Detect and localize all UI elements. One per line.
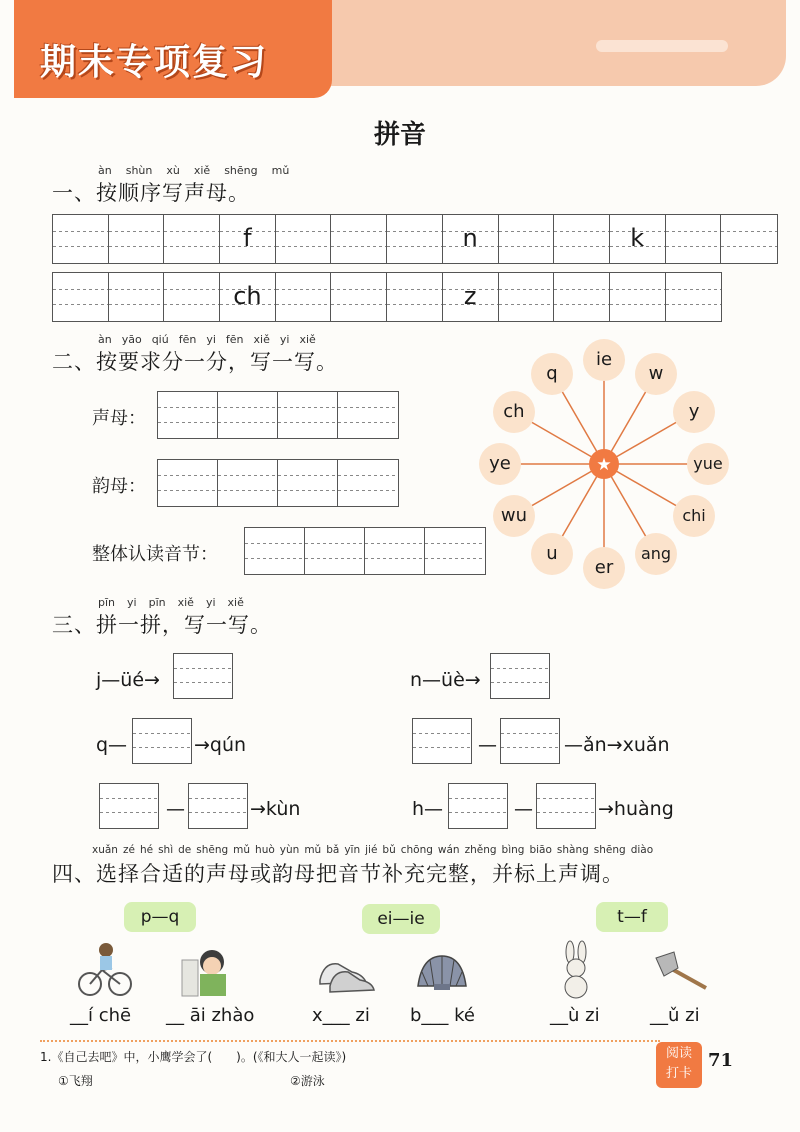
- fill-blank-photo[interactable]: __ āi zhào: [166, 1005, 255, 1026]
- reading-checkin-badge: [656, 1042, 702, 1088]
- footer-option-2[interactable]: ②游泳: [290, 1074, 325, 1088]
- grid-cell[interactable]: [338, 460, 398, 506]
- pinyin-syllable: zhěng: [464, 844, 497, 856]
- pinyin-syllable: shùn: [125, 164, 153, 177]
- pinyin-syllable: yùn: [279, 844, 300, 856]
- shell-picture-icon: [412, 950, 472, 994]
- section3-title: 三、拼一拼，写一写。: [52, 613, 272, 637]
- badge-line-2: 打卡: [665, 1066, 692, 1081]
- pinyin-syllable: hé: [139, 844, 154, 856]
- pinyin-syllable: biāo: [529, 844, 552, 856]
- pinyin-syllable: yāo: [121, 333, 142, 346]
- grid-cell[interactable]: [158, 460, 218, 506]
- wheel-syllable: chi: [673, 495, 715, 537]
- grid-cell[interactable]: [276, 215, 332, 263]
- rabbit-picture-icon: [556, 940, 596, 1000]
- label-yunmu: 韵母：: [92, 476, 146, 497]
- fill-blank-rabbit[interactable]: __ù zi: [550, 1005, 600, 1026]
- pinyin-syllable: de: [178, 844, 192, 856]
- wheel-syllable: wu: [493, 495, 535, 537]
- exercise-dash: —: [514, 798, 533, 820]
- page-number: 71: [708, 1050, 734, 1071]
- axe-picture-icon: [650, 948, 710, 992]
- pinyin-syllable: shēng: [196, 844, 229, 856]
- pinyin-syllable: huò: [255, 844, 275, 856]
- footer-question: 1.《自己去吧》中，小鹰学会了( )。(《和大人一起读》): [40, 1050, 347, 1064]
- shengmu-answer-grid[interactable]: [157, 391, 399, 439]
- grid-cell[interactable]: [610, 215, 666, 263]
- banner-title: 期末专项复习: [40, 42, 269, 83]
- grid-cell[interactable]: [666, 273, 722, 321]
- pinyin-syllable: bìng: [501, 844, 525, 856]
- pinyin-syllable: xiě: [253, 333, 270, 346]
- wheel-syllable: q: [531, 353, 573, 395]
- grid-cell[interactable]: [666, 215, 722, 263]
- yunmu-answer-grid[interactable]: [157, 459, 399, 507]
- pinyin-syllable: yi: [127, 596, 137, 609]
- grid-cell[interactable]: [499, 273, 555, 321]
- exercise-n-ue: n—üè→: [410, 669, 481, 691]
- grid-cell[interactable]: [338, 392, 398, 438]
- grid-cell-letter: n: [462, 223, 478, 252]
- page-title: 拼音: [373, 120, 426, 150]
- wheel-syllable: u: [531, 533, 573, 575]
- pinyin-syllable: shēng: [593, 844, 626, 856]
- exercise-xuan-result: —ǎn→xuǎn: [564, 734, 670, 756]
- choice-ei-ie: ei—ie: [362, 904, 440, 934]
- exercise-kun-result: →kùn: [250, 798, 301, 820]
- label-shengmu: 声母：: [92, 408, 146, 429]
- pinyin-syllable: shēng: [224, 164, 258, 177]
- pinyin-syllable: bǔ: [382, 844, 396, 856]
- answer-box[interactable]: [536, 783, 596, 829]
- answer-box[interactable]: [173, 653, 233, 699]
- grid-cell[interactable]: [245, 528, 305, 574]
- star-icon: ★: [596, 455, 612, 475]
- header-decoration: [596, 40, 728, 52]
- zhengti-answer-grid[interactable]: [244, 527, 486, 575]
- grid-cell[interactable]: [109, 273, 165, 321]
- pinyin-syllable: yi: [205, 596, 216, 609]
- wheel-syllable: ang: [635, 533, 677, 575]
- grid-cell[interactable]: [365, 528, 425, 574]
- wheel-syllable: ie: [583, 339, 625, 381]
- photo-child-picture-icon: [180, 942, 230, 1000]
- grid-cell-letter: k: [630, 223, 645, 252]
- pinyin-syllable: chōng: [400, 844, 433, 856]
- pinyin-syllable: xiě: [227, 596, 244, 609]
- pinyin-syllable: yi: [279, 333, 290, 346]
- wheel-syllable: ch: [493, 391, 535, 433]
- answer-box[interactable]: [500, 718, 560, 764]
- shengmu-grid-row1: [52, 214, 778, 264]
- grid-cell[interactable]: [721, 215, 777, 263]
- grid-cell[interactable]: [331, 273, 387, 321]
- wheel-syllable: ye: [479, 443, 521, 485]
- section4-title: 四、选择合适的声母或韵母把音节补充完整，并标上声调。: [52, 862, 624, 886]
- pinyin-syllable: shàng: [556, 844, 589, 856]
- badge-line-1: 阅读: [665, 1046, 692, 1061]
- pinyin-syllable: diào: [630, 844, 654, 856]
- exercise-huang-result: →huàng: [598, 798, 674, 820]
- grid-cell[interactable]: [109, 215, 165, 263]
- pinyin-syllable: yīn: [344, 844, 361, 856]
- section3-pinyin: [98, 596, 244, 609]
- answer-box[interactable]: [99, 783, 159, 829]
- grid-cell[interactable]: [276, 273, 332, 321]
- pinyin-syllable: yi: [206, 333, 216, 346]
- exercise-dash: —: [478, 734, 497, 756]
- pinyin-syllable: xiě: [193, 164, 211, 177]
- grid-cell[interactable]: [443, 273, 499, 321]
- pinyin-syllable: jié: [365, 844, 378, 856]
- pinyin-syllable: fēn: [225, 333, 244, 346]
- pinyin-syllable: wán: [437, 844, 460, 856]
- grid-cell[interactable]: [278, 460, 338, 506]
- choice-p-q: p—q: [124, 902, 196, 932]
- choice-t-f: t—f: [596, 902, 668, 932]
- pinyin-syllable: qiú: [151, 333, 169, 346]
- bicycle-picture-icon: [76, 940, 132, 998]
- footer-divider: [40, 1040, 660, 1042]
- label-zhengti: 整体认读音节：: [92, 544, 218, 565]
- answer-box[interactable]: [412, 718, 472, 764]
- shoes-picture-icon: [316, 950, 378, 994]
- grid-cell[interactable]: [220, 273, 276, 321]
- fill-blank-bicycle[interactable]: __í chē: [70, 1005, 132, 1026]
- grid-cell-letter: ch: [233, 281, 262, 310]
- grid-cell[interactable]: [610, 273, 666, 321]
- grid-cell[interactable]: [220, 215, 276, 263]
- fill-blank-shell[interactable]: b___ ké: [410, 1005, 476, 1026]
- grid-cell[interactable]: [218, 460, 278, 506]
- answer-box[interactable]: [490, 653, 550, 699]
- grid-cell[interactable]: [158, 392, 218, 438]
- answer-box[interactable]: [132, 718, 192, 764]
- grid-cell[interactable]: [554, 215, 610, 263]
- pinyin-syllable: shì: [158, 844, 174, 856]
- exercise-j-ue: j—üé→: [96, 669, 160, 691]
- section2-pinyin: [98, 333, 316, 346]
- pinyin-syllable: zé: [122, 844, 135, 856]
- answer-box[interactable]: [448, 783, 508, 829]
- footer-option-1[interactable]: ①飞翔: [58, 1074, 93, 1088]
- grid-cell[interactable]: [164, 273, 220, 321]
- section1-pinyin: [98, 164, 290, 177]
- grid-cell[interactable]: [218, 392, 278, 438]
- grid-cell[interactable]: [53, 215, 109, 263]
- grid-cell[interactable]: [53, 273, 109, 321]
- grid-cell[interactable]: [164, 215, 220, 263]
- wheel-syllable: er: [583, 547, 625, 589]
- shengmu-grid-row2: [52, 272, 722, 322]
- wheel-syllable: yue: [687, 443, 729, 485]
- grid-cell[interactable]: [443, 215, 499, 263]
- wheel-syllable: y: [673, 391, 715, 433]
- pinyin-syllable: mǔ: [233, 844, 251, 856]
- section4-pinyin: [92, 844, 732, 856]
- pinyin-syllable: bǎ: [326, 844, 340, 856]
- pinyin-syllable: àn: [98, 164, 112, 177]
- exercise-q-label: q—: [96, 734, 128, 756]
- pinyin-syllable: xiě: [177, 596, 194, 609]
- pinyin-syllable: xuǎn: [92, 844, 118, 856]
- grid-cell[interactable]: [554, 273, 610, 321]
- exercise-qun-result: →qún: [194, 734, 247, 756]
- pinyin-syllable: pīn: [98, 596, 116, 609]
- grid-cell-letter: f: [243, 223, 252, 252]
- pinyin-syllable: àn: [98, 333, 112, 346]
- grid-cell[interactable]: [387, 215, 443, 263]
- fill-blank-shoes[interactable]: x___ zi: [312, 1005, 370, 1026]
- pinyin-syllable: fēn: [178, 333, 197, 346]
- wheel-syllable: w: [635, 353, 677, 395]
- pinyin-syllable: mǔ: [271, 164, 290, 177]
- pinyin-syllable: mǔ: [304, 844, 322, 856]
- answer-box[interactable]: [188, 783, 248, 829]
- grid-cell[interactable]: [425, 528, 485, 574]
- grid-cell[interactable]: [387, 273, 443, 321]
- fill-blank-axe[interactable]: __ǔ zi: [650, 1005, 700, 1026]
- grid-cell[interactable]: [305, 528, 365, 574]
- pinyin-syllable: xiě: [299, 333, 316, 346]
- grid-cell-letter: z: [463, 281, 477, 310]
- pinyin-syllable: pīn: [148, 596, 166, 609]
- grid-cell[interactable]: [499, 215, 555, 263]
- grid-cell[interactable]: [331, 215, 387, 263]
- section2-title: 二、按要求分一分，写一写。: [52, 350, 338, 374]
- section1-title: 一、按顺序写声母。: [52, 181, 250, 205]
- syllable-wheel-labels: [480, 340, 740, 590]
- grid-cell[interactable]: [278, 392, 338, 438]
- exercise-h-label: h—: [412, 798, 444, 820]
- pinyin-syllable: xù: [166, 164, 180, 177]
- exercise-dash: —: [166, 798, 185, 820]
